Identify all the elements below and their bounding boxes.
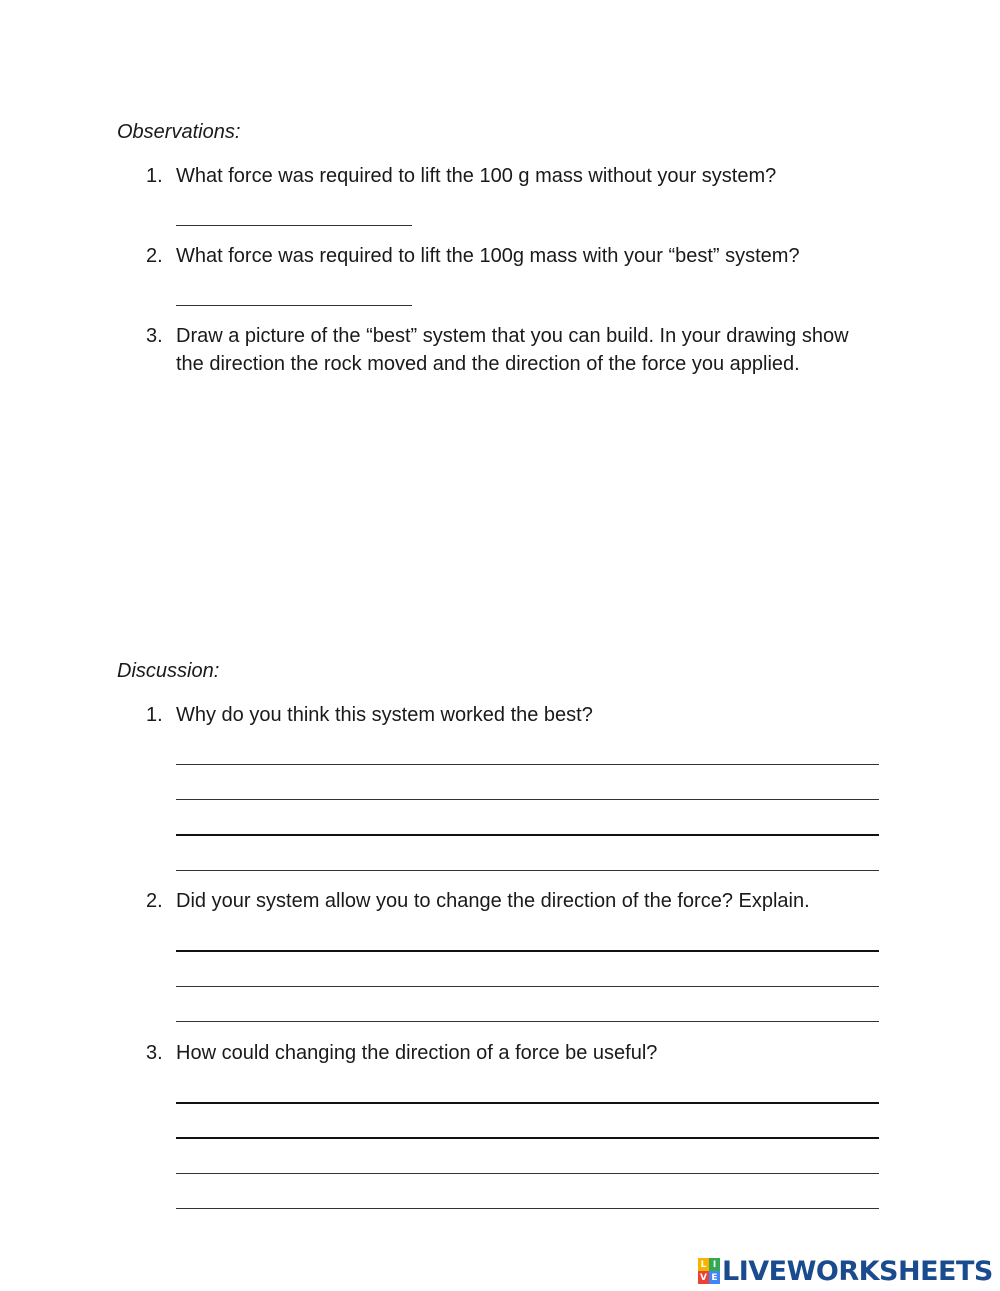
- discussion-3-answer-line[interactable]: [176, 1137, 879, 1139]
- discussion-3-question: How could changing the direction of a force be useful?: [176, 1042, 658, 1064]
- discussion-1-number: 1.: [146, 704, 163, 726]
- observation-1-answer-line[interactable]: [176, 225, 412, 226]
- observation-3-number: 3.: [146, 325, 163, 347]
- discussion-2-answer-line[interactable]: [176, 1021, 879, 1022]
- discussion-1-answer-line[interactable]: [176, 834, 879, 836]
- discussion-3-number: 3.: [146, 1042, 163, 1064]
- discussion-3-answer-line[interactable]: [176, 1208, 879, 1209]
- logo-icon-cell: L: [698, 1258, 709, 1271]
- observation-1-question: What force was required to lift the 100 g mass without your system?: [176, 165, 777, 187]
- observation-2-answer-line[interactable]: [176, 305, 412, 306]
- discussion-1-answer-line[interactable]: [176, 764, 879, 765]
- observation-1-number: 1.: [146, 165, 163, 187]
- discussion-2-answer-line[interactable]: [176, 986, 879, 987]
- logo-icon-cell: E: [709, 1271, 720, 1284]
- discussion-2-question: Did your system allow you to change the direction of the force? Explain.: [176, 890, 810, 912]
- liveworksheets-logo-icon: [698, 1258, 720, 1284]
- discussion-1-answer-line[interactable]: [176, 799, 879, 800]
- discussion-2-answer-line[interactable]: [176, 950, 879, 952]
- discussion-1-question: Why do you think this system worked the best?: [176, 704, 593, 726]
- discussion-2-number: 2.: [146, 890, 163, 912]
- discussion-1-answer-line[interactable]: [176, 870, 879, 871]
- discussion-3-answer-line[interactable]: [176, 1102, 879, 1104]
- observation-2-question: What force was required to lift the 100g mass with your “best” system?: [176, 245, 800, 267]
- drawing-area[interactable]: [176, 420, 876, 640]
- discussion-3-answer-line[interactable]: [176, 1173, 879, 1174]
- observations-heading: Observations:: [117, 121, 241, 143]
- logo-icon-cell: V: [698, 1271, 709, 1284]
- logo-icon-cell: I: [709, 1258, 720, 1271]
- observation-3-question: Draw a picture of the “best” system that you can build. In your drawing show the direction the rock moved and the direction of the force you applied.: [176, 325, 849, 375]
- discussion-heading: Discussion:: [117, 660, 220, 682]
- liveworksheets-logo-text: LIVEWORKSHEETS: [722, 1255, 993, 1287]
- liveworksheets-logo: [698, 1256, 993, 1286]
- observation-2-number: 2.: [146, 245, 163, 267]
